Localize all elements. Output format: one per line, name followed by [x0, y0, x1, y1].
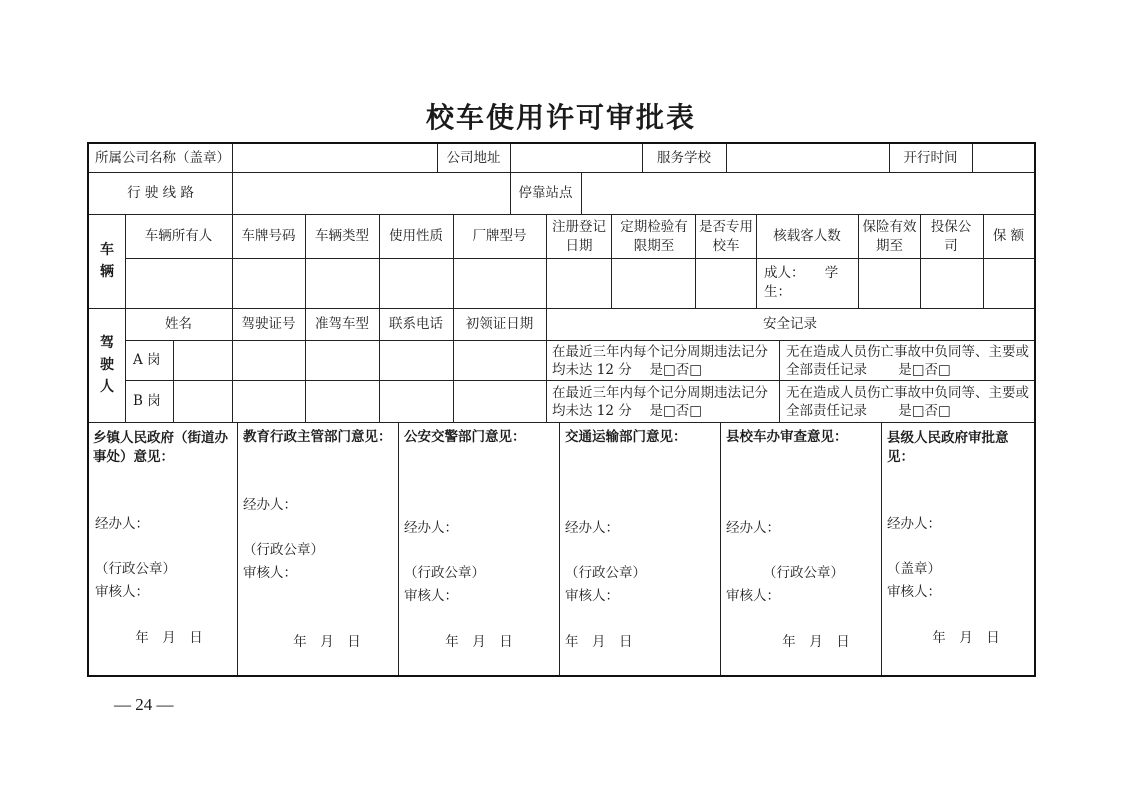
route-label: 行 驶 线 路: [127, 185, 194, 201]
county-government-opinion-title: 县级人民政府审批意见：: [887, 430, 1009, 465]
township-seal-label: （行政公章）: [95, 561, 176, 577]
county-government-reviewer-label: 审核人：: [887, 584, 941, 600]
row-divider: [125, 340, 1034, 341]
company-address-label: 公司地址: [446, 150, 501, 166]
col-divider: [232, 172, 233, 214]
registration-date-header: 注册登记日期: [552, 219, 606, 254]
traffic-police-handler-label: 经办人：: [404, 520, 458, 536]
col-divider: [779, 340, 780, 422]
traffic-police-date-label: 年 月 日: [445, 634, 513, 650]
row-divider: [125, 258, 1034, 259]
vehicle-type-header: 车辆类型: [315, 228, 369, 244]
education-seal-label: （行政公章）: [243, 542, 324, 558]
education-handler-label: 经办人：: [243, 497, 297, 513]
insurer-header: 投保公司: [930, 219, 972, 254]
inspection-valid-header: 定期检验有限期至: [620, 219, 688, 254]
township-date-label: 年 月 日: [135, 630, 203, 646]
col-divider: [546, 214, 547, 308]
transport-date-label: 年 月 日: [565, 634, 633, 650]
insurance-valid-header: 保险有效期至: [862, 219, 917, 254]
vehicle-section-label: 车辆: [100, 242, 114, 280]
col-divider: [920, 214, 921, 308]
capacity-header: 核载客人数: [773, 228, 841, 244]
post-a-label: A 岗: [133, 352, 161, 368]
first-issue-date-header: 初领证日期: [465, 316, 534, 332]
driver-section-label: 驾驶人: [100, 335, 114, 395]
county-government-handler-label: 经办人：: [887, 516, 941, 532]
traffic-police-reviewer-label: 审核人：: [404, 588, 458, 604]
company-name-label: 所属公司名称（盖章）: [95, 150, 230, 166]
transport-handler-label: 经办人：: [565, 520, 619, 536]
license-number-header: 驾驶证号: [241, 316, 296, 332]
approval-form-table: [87, 142, 1036, 677]
page-number: — 24 —: [114, 695, 174, 714]
school-bus-office-handler-label: 经办人：: [726, 520, 780, 536]
col-divider: [858, 214, 859, 308]
col-divider: [726, 144, 727, 172]
row-divider: [89, 172, 1034, 173]
school-bus-office-reviewer-label: 审核人：: [726, 588, 780, 604]
traffic-police-opinion-title: 公安交警部门意见：: [404, 429, 526, 445]
usage-header: 使用性质: [389, 228, 443, 244]
col-divider: [173, 340, 174, 422]
stop-label: 停靠站点: [518, 185, 573, 201]
education-date-label: 年 月 日: [293, 634, 361, 650]
model-header: 厂牌型号: [472, 228, 527, 244]
county-government-seal-label: （盖章）: [887, 561, 941, 577]
col-divider: [611, 214, 612, 308]
safety-record-b-points: 在最近三年内每个记分周期违法记分均未达 12 分 是□否□: [552, 385, 768, 419]
post-b-label: B 岗: [133, 393, 161, 409]
safety-record-b-accident: 无在造成人员伤亡事故中负同等、主要或全部责任记录 是□否□: [786, 385, 1029, 419]
transport-reviewer-label: 审核人：: [565, 588, 619, 604]
service-school-label: 服务学校: [657, 150, 711, 166]
education-reviewer-label: 审核人：: [243, 565, 297, 581]
row-divider: [125, 380, 1034, 381]
col-divider: [695, 214, 696, 308]
col-divider: [559, 422, 560, 675]
safety-record-a-accident: 无在造成人员伤亡事故中负同等、主要或全部责任记录 是□否□: [786, 344, 1029, 378]
form-title: 校车使用许可审批表: [425, 101, 696, 134]
township-opinion-title: 乡镇人民政府（街道办事处）意见：: [93, 430, 228, 465]
opening-time-label: 开行时间: [903, 150, 958, 166]
row-divider: [89, 308, 1034, 309]
row-divider: [89, 214, 1034, 215]
vehicle-owner-header: 车辆所有人: [144, 228, 213, 244]
phone-header: 联系电话: [389, 316, 443, 332]
row-divider: [89, 422, 1034, 423]
safety-record-header: 安全记录: [763, 316, 817, 332]
dedicated-school-bus-header: 是否专用校车: [699, 219, 753, 254]
education-opinion-title: 教育行政主管部门意见：: [243, 429, 392, 445]
transport-opinion-title: 交通运输部门意见：: [565, 429, 687, 445]
col-divider: [510, 144, 511, 172]
capacity-value: 成人： 学生：: [764, 265, 839, 300]
traffic-police-seal-label: （行政公章）: [404, 565, 485, 581]
township-reviewer-label: 审核人：: [95, 584, 149, 600]
safety-record-a-points: 在最近三年内每个记分周期违法记分均未达 12 分 是□否□: [552, 344, 768, 378]
insured-amount-header: 保 额: [992, 228, 1025, 244]
transport-seal-label: （行政公章）: [565, 565, 646, 581]
school-bus-office-date-label: 年 月 日: [782, 634, 850, 650]
driver-name-header: 姓名: [165, 316, 192, 332]
township-handler-label: 经办人：: [95, 516, 149, 532]
school-bus-office-seal-label: （行政公章）: [763, 565, 844, 581]
col-divider: [972, 144, 973, 172]
col-divider: [720, 422, 721, 675]
school-bus-office-opinion-title: 县校车办审查意见：: [726, 429, 848, 445]
col-divider: [581, 172, 582, 214]
col-divider: [232, 144, 233, 172]
plate-number-header: 车牌号码: [241, 228, 296, 244]
vehicle-class-header: 准驾车型: [315, 316, 369, 332]
county-government-date-label: 年 月 日: [932, 630, 1000, 646]
